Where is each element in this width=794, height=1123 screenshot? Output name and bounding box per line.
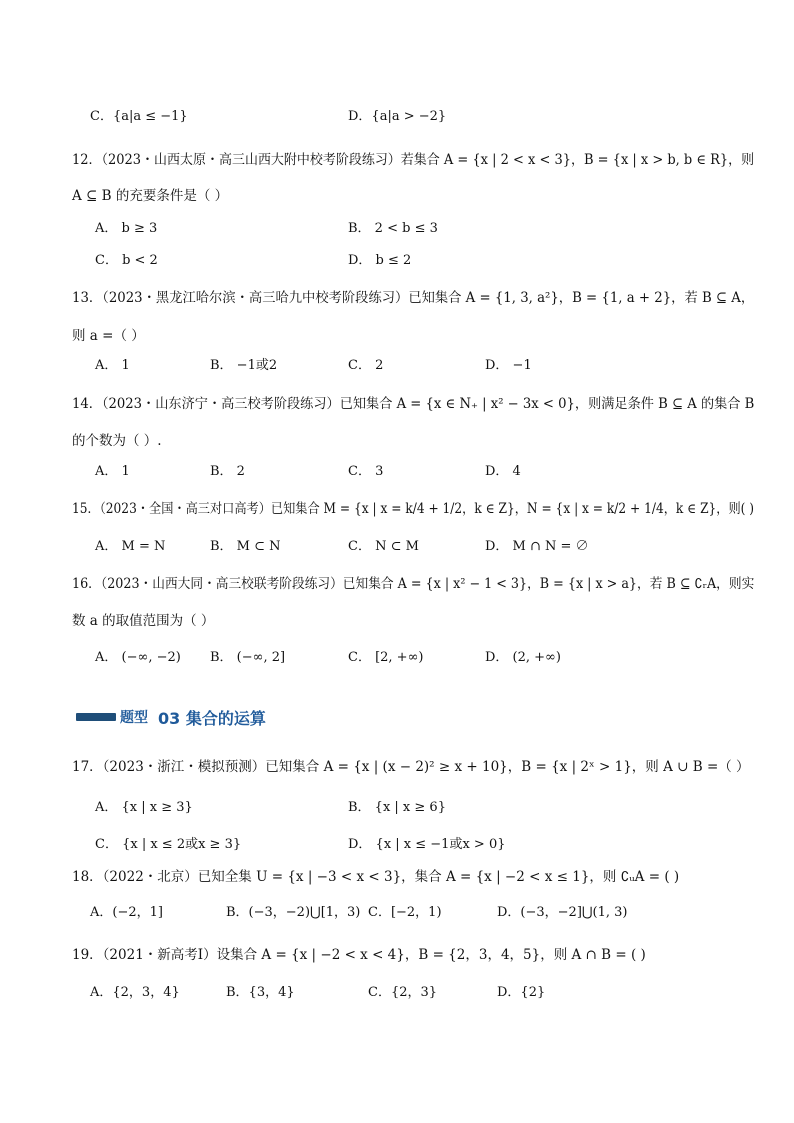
- question-19-text: 19．（2021・新高考Ⅰ）设集合 A = {x | −2 < x < 4}，B = {2，3，4，5}，则 A ∩ B = ( ): [72, 947, 646, 963]
- question-12-text-cont: A ⊆ B 的充要条件是（ ）: [72, 188, 229, 204]
- option-b: B． (−∞, 2]: [210, 650, 286, 665]
- section-heading: [76, 704, 266, 730]
- option-d: D． 4: [485, 464, 521, 479]
- question-12-text: 12．（2023・山西太原・高三山西大附中校考阶段练习）若集合 A = {x | 2 < x < 3}，B = {x | x > b, b ∈ R}，则: [72, 152, 755, 168]
- question-18-text: 18．（2022・北京）已知全集 U = {x | −3 < x < 3}，集合 A = {x | −2 < x ≤ 1}，则 ∁ᵤA = ( ): [72, 869, 680, 885]
- option-c: C． [2, +∞): [348, 650, 424, 665]
- option-d: D．{2}: [497, 985, 546, 1000]
- option-a: A． {x | x ≥ 3}: [95, 800, 193, 815]
- question-14-text-cont: 的个数为（ ）.: [72, 433, 162, 449]
- option-c: C． N ⊂ M: [348, 539, 419, 554]
- option-b: B． M ⊂ N: [210, 539, 281, 554]
- option-d: D． −1: [485, 358, 532, 373]
- question-16-text: 16．（2023・山西大同・高三校联考阶段练习）已知集合 A = {x | x² − 1 < 3}，B = {x | x > a}，若 B ⊆ ∁ᵣA，则实: [72, 576, 755, 592]
- option-a: A．{2，3，4}: [90, 985, 180, 1000]
- option-a: A． M = N: [95, 539, 166, 554]
- option-a: A． (−∞, −2): [95, 650, 181, 665]
- section-title: 03 集合的运算: [158, 708, 266, 728]
- option-d: D．{a|a > −2}: [348, 109, 447, 124]
- section-bar-decoration: [76, 713, 116, 721]
- question-13-text: 13．（2023・黑龙江哈尔滨・高三哈九中校考阶段练习）已知集合 A = {1, 3, a²}，B = {1, a + 2}，若 B ⊆ A，: [72, 290, 755, 306]
- question-15-text: 15．（2023・全国・高三对口高考）已知集合 M = {x | x = k/4 + 1/2，k ∈ Z}，N = {x | x = k/2 + 1/4，k ∈ Z}，则( ): [72, 501, 755, 517]
- option-d: D． (2, +∞): [485, 650, 561, 665]
- option-b: B． {x | x ≥ 6}: [348, 800, 446, 815]
- option-b: B．(−3，−2)⋃[1，3): [226, 905, 361, 920]
- section-tag: 题型: [120, 710, 148, 726]
- option-a: A． 1: [95, 464, 130, 479]
- option-c: C． 2: [348, 358, 384, 373]
- option-a: A． 1: [95, 358, 130, 373]
- option-d: D． {x | x ≤ −1或x > 0}: [348, 837, 506, 852]
- option-c: C．[−2，1): [368, 905, 442, 920]
- question-16-text-cont: 数 a 的取值范围为（ ）: [72, 613, 215, 629]
- option-a: A． b ≥ 3: [95, 221, 158, 236]
- option-b: B． 2: [210, 464, 245, 479]
- option-c: C． b < 2: [95, 253, 158, 268]
- question-13-text-cont: 则 a =（ ）: [72, 328, 145, 344]
- option-b: B．{3，4}: [226, 985, 295, 1000]
- option-d: D． b ≤ 2: [348, 253, 412, 268]
- question-14-text: 14．（2023・山东济宁・高三校考阶段练习）已知集合 A = {x ∈ N₊ | x² − 3x < 0}，则满足条件 B ⊆ A 的集合 B: [72, 396, 755, 412]
- option-b: B． 2 < b ≤ 3: [348, 221, 438, 236]
- option-c: C．{2，3}: [368, 985, 438, 1000]
- option-c: C． 3: [348, 464, 384, 479]
- question-17-text: 17．（2023・浙江・模拟预测）已知集合 A = {x | (x − 2)² ≥ x + 10}，B = {x | 2ˣ > 1}，则 A ∪ B =（ ）: [72, 759, 750, 775]
- option-c: C．{a|a ≤ −1}: [90, 109, 188, 124]
- option-a: A．(−2，1]: [90, 905, 163, 920]
- option-d: D． M ∩ N = ∅: [485, 539, 589, 554]
- option-c: C． {x | x ≤ 2或x ≥ 3}: [95, 837, 242, 852]
- option-d: D．(−3，−2]⋃(1, 3): [497, 905, 628, 920]
- option-b: B． −1或2: [210, 358, 278, 373]
